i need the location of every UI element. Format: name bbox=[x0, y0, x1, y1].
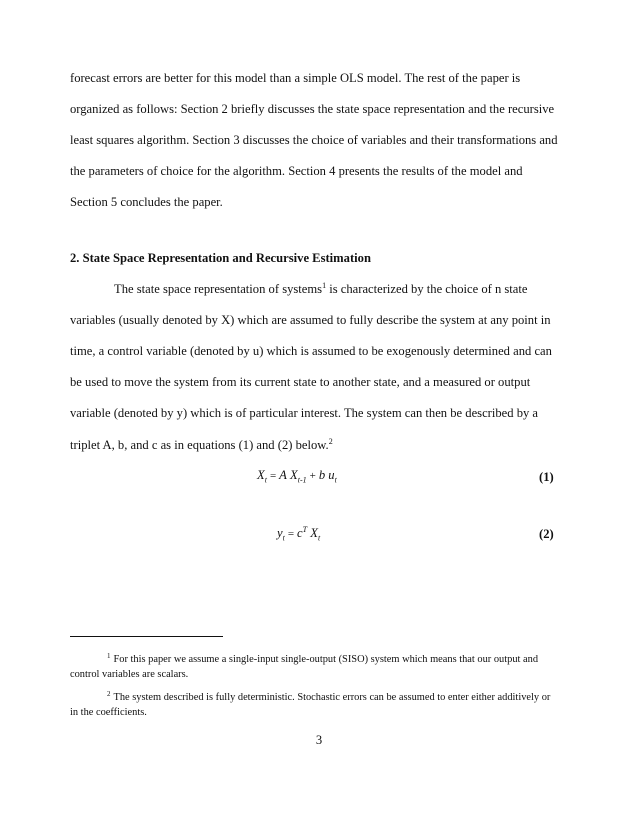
eq1-sub-t-minus-1: t-1 bbox=[297, 475, 307, 485]
footnote-2-line-1 bbox=[70, 690, 560, 705]
body-text-line: organized as follows: Section 2 briefly discusses the state space representation and the recursive bbox=[70, 102, 555, 116]
footnote-2-text: The system described is fully deterministic. Stochastic errors can be assumed to enter either additively or bbox=[113, 692, 551, 703]
footnote-1 bbox=[70, 652, 560, 682]
body-text-line: forecast errors are better for this model than a simple OLS model. The rest of the paper is bbox=[70, 71, 521, 85]
body-text-line: variables (usually denoted by X) which are assumed to fully describe the system at any point in bbox=[70, 313, 551, 327]
eq1-var-x: X bbox=[257, 468, 265, 482]
eq2-transpose: T bbox=[302, 525, 308, 534]
footnote-1-line-2: control variables are scalars. bbox=[70, 669, 189, 680]
footnote-ref-1: 1 bbox=[322, 280, 327, 290]
eq2-var-x: X bbox=[310, 526, 318, 541]
body-text-line: be used to move the system from its current state to another state, and a measured or output bbox=[70, 375, 531, 389]
eq1-var-b: b bbox=[318, 468, 326, 482]
footnote-2-mark: 2 bbox=[107, 689, 111, 698]
eq2-sub-t-x: t bbox=[317, 533, 321, 543]
eq2-var-y: y bbox=[277, 526, 283, 541]
body-text: The state space representation of systems bbox=[114, 282, 323, 296]
eq2-var-c: c bbox=[297, 526, 303, 541]
footnote-separator bbox=[70, 636, 223, 637]
eq2-sub-t: t bbox=[282, 533, 285, 543]
body-text: triplet A, b, and c as in equations (1) and (2) below. bbox=[70, 438, 329, 452]
body-text-line: variable (denoted by y) which is of particular interest. The system can then be described by a bbox=[70, 406, 539, 420]
footnote-1-line-1 bbox=[70, 652, 560, 667]
footnote-2 bbox=[70, 690, 560, 720]
eq1-var-a: A bbox=[279, 468, 287, 482]
footnote-2-line-2: in the coefficients. bbox=[70, 707, 147, 718]
body-text-line: Section 5 concludes the paper. bbox=[70, 195, 223, 209]
eq1-plus: + bbox=[309, 470, 316, 482]
eq1-sub-t-u: t bbox=[334, 475, 337, 485]
body-text-line: least squares algorithm. Section 3 discusses the choice of variables and their transformations and bbox=[70, 133, 558, 147]
equation-2 bbox=[277, 525, 320, 543]
eq1-equals: = bbox=[269, 470, 277, 482]
footnote-1-mark: 1 bbox=[107, 651, 111, 660]
equation-2-number: (2) bbox=[539, 527, 554, 541]
body-text-line bbox=[70, 437, 570, 453]
body-text-line: the parameters of choice for the algorithm. Section 4 presents the results of the model and bbox=[70, 164, 523, 178]
equation-1-number: (1) bbox=[539, 470, 554, 484]
eq1-sub-t: t bbox=[264, 475, 267, 485]
footnote-1-text: For this paper we assume a single-input single-output (SISO) system which means that our output and bbox=[113, 654, 539, 665]
eq1-var-x-lag: X bbox=[290, 468, 298, 482]
footnote-ref-2: 2 bbox=[328, 436, 333, 446]
eq1-var-u: u bbox=[328, 468, 335, 482]
eq2-equals: = bbox=[287, 528, 295, 541]
body-text: is characterized by the choice of n state bbox=[326, 282, 528, 296]
equation-1 bbox=[257, 468, 337, 485]
page-number: 3 bbox=[315, 733, 323, 747]
body-text-line: time, a control variable (denoted by u) which is assumed to be exogenously determined and can bbox=[70, 344, 552, 358]
body-text-line bbox=[114, 281, 614, 297]
section-heading: 2. State Space Representation and Recursive Estimation bbox=[70, 251, 371, 265]
